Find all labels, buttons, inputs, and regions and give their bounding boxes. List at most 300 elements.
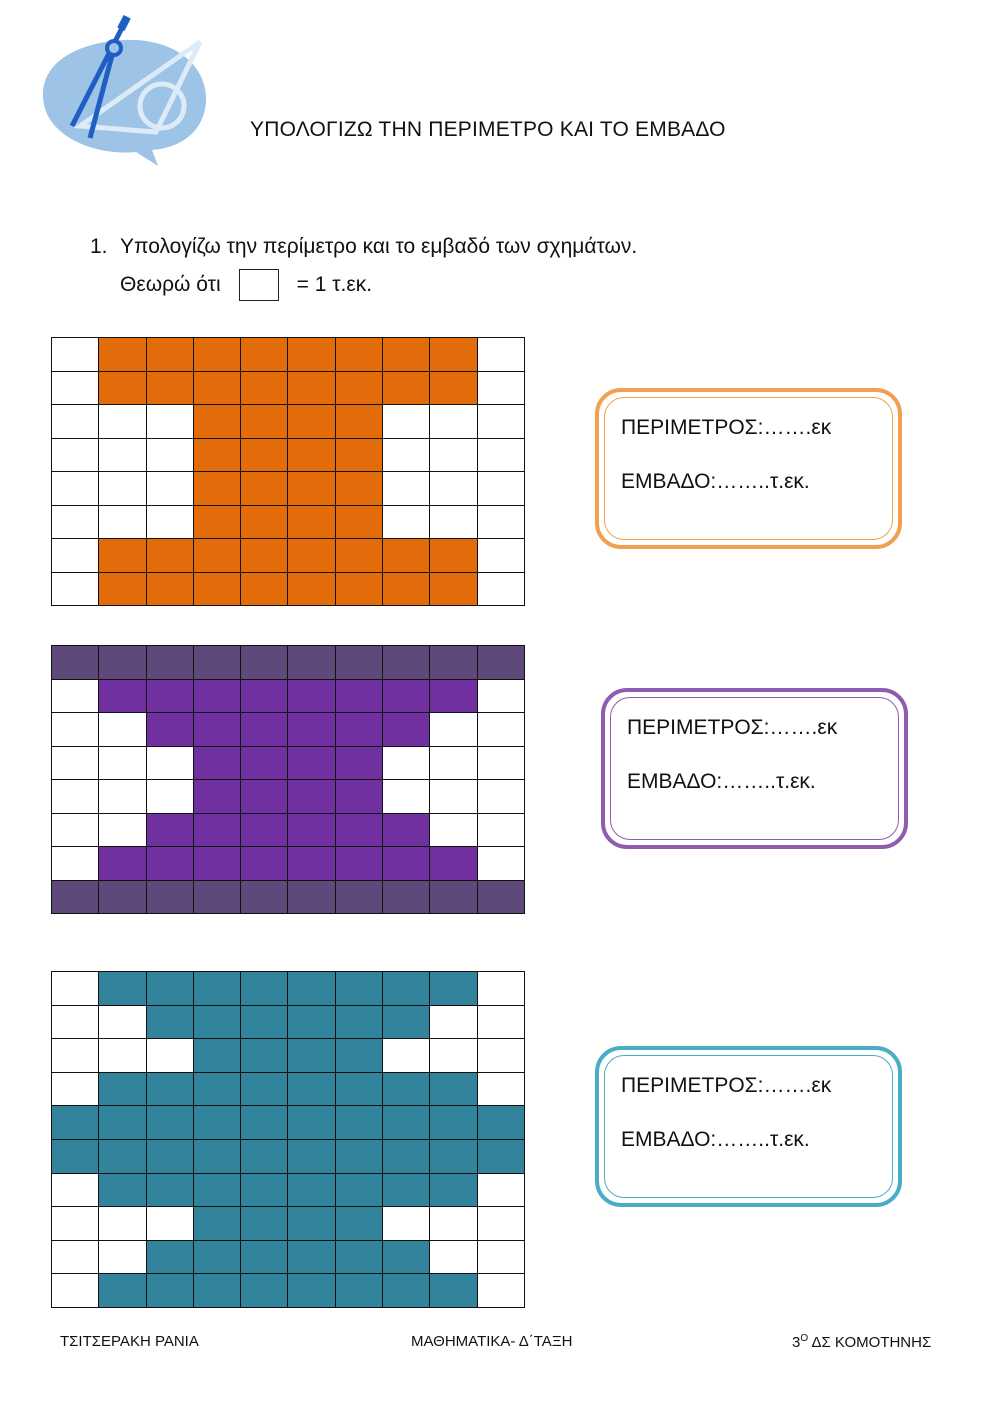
- grid-cell-filled: [335, 572, 382, 606]
- grid-cell-filled: [288, 847, 335, 881]
- grid-cell-filled: [383, 572, 430, 606]
- grid-cell-empty: [146, 405, 193, 439]
- grid-cell-empty: [477, 972, 524, 1006]
- grid-cell-empty: [383, 438, 430, 472]
- grid-cell-empty: [430, 780, 477, 814]
- grid-row: [52, 813, 525, 847]
- grid-cell-empty: [477, 1173, 524, 1207]
- grid-cell-filled: [99, 972, 146, 1006]
- grid-cell-filled: [430, 847, 477, 881]
- grid-cell-filled: [430, 880, 477, 914]
- grid-cell-filled: [146, 1173, 193, 1207]
- grid-row: [52, 972, 525, 1006]
- grid-row: [52, 1207, 525, 1241]
- grid-cell-empty: [383, 472, 430, 506]
- grid-cell-filled: [288, 572, 335, 606]
- grid-cell-filled: [146, 880, 193, 914]
- grid-cell-filled: [146, 1072, 193, 1106]
- grid-cell-filled: [335, 813, 382, 847]
- grid-cell-empty: [383, 746, 430, 780]
- grid-cell-empty: [52, 780, 99, 814]
- grid-cell-filled: [335, 1072, 382, 1106]
- grid-cell-filled: [383, 972, 430, 1006]
- grid-cell-filled: [241, 1240, 288, 1274]
- grid-cell-filled: [193, 338, 240, 372]
- grid-cell-empty: [146, 1039, 193, 1073]
- grid-cell-filled: [335, 746, 382, 780]
- grid-cell-filled: [241, 539, 288, 573]
- grid-cell-empty: [52, 438, 99, 472]
- grid-cell-empty: [52, 505, 99, 539]
- grid-cell-filled: [241, 1072, 288, 1106]
- grid-cell-filled: [193, 713, 240, 747]
- grid-cell-empty: [430, 813, 477, 847]
- grid-cell-filled: [241, 746, 288, 780]
- grid-cell-filled: [430, 1139, 477, 1173]
- grid-cell-filled: [477, 646, 524, 680]
- grid-cell-filled: [52, 880, 99, 914]
- grid-cell-filled: [288, 472, 335, 506]
- grid-cell-filled: [383, 713, 430, 747]
- grid-cell-filled: [335, 338, 382, 372]
- grid-cell-empty: [99, 1240, 146, 1274]
- grid-cell-filled: [99, 880, 146, 914]
- grid-cell-filled: [193, 972, 240, 1006]
- grid-cell-filled: [99, 338, 146, 372]
- grid-row: [52, 1173, 525, 1207]
- grid-cell-empty: [52, 338, 99, 372]
- grid-cell-filled: [99, 1072, 146, 1106]
- grid-cell-filled: [146, 646, 193, 680]
- grid-cell-filled: [241, 847, 288, 881]
- grid-row: [52, 1005, 525, 1039]
- figure-grid-1: [51, 337, 525, 606]
- school-name: ΔΣ ΚΟΜΟΤΗΝΗΣ: [808, 1334, 932, 1351]
- grid-row: [52, 1240, 525, 1274]
- grid-cell-filled: [99, 539, 146, 573]
- area-label: ΕΜΒΑΔΟ:……..τ.εκ.: [627, 770, 816, 793]
- grid-cell-filled: [193, 880, 240, 914]
- grid-cell-filled: [52, 1139, 99, 1173]
- grid-cell-filled: [335, 880, 382, 914]
- perimeter-label: ΠΕΡΙΜΕΤΡΟΣ:…….εκ: [621, 1074, 832, 1097]
- grid-cell-empty: [146, 780, 193, 814]
- grid-cell-filled: [146, 572, 193, 606]
- grid-cell-empty: [383, 405, 430, 439]
- grid-cell-filled: [335, 1207, 382, 1241]
- grid-cell-empty: [477, 679, 524, 713]
- assume-suffix: = 1 τ.εκ.: [296, 273, 373, 296]
- grid-cell-empty: [383, 780, 430, 814]
- grid-cell-filled: [146, 679, 193, 713]
- grid-cell-filled: [241, 972, 288, 1006]
- answer-box-3: [595, 1046, 902, 1207]
- grid-cell-filled: [193, 1005, 240, 1039]
- grid-cell-filled: [288, 1274, 335, 1308]
- grid-cell-filled: [193, 1072, 240, 1106]
- grid-cell-filled: [335, 847, 382, 881]
- grid-cell-empty: [99, 505, 146, 539]
- grid-cell-filled: [241, 371, 288, 405]
- grid-row: [52, 746, 525, 780]
- grid-row: [52, 713, 525, 747]
- grid-cell-filled: [288, 371, 335, 405]
- grid-cell-filled: [99, 1173, 146, 1207]
- grid-cell-filled: [99, 1139, 146, 1173]
- grid-cell-filled: [193, 746, 240, 780]
- grid-cell-filled: [383, 1139, 430, 1173]
- grid-cell-empty: [477, 1240, 524, 1274]
- grid-cell-filled: [430, 1106, 477, 1140]
- grid-cell-filled: [383, 847, 430, 881]
- grid-cell-empty: [99, 780, 146, 814]
- grid-cell-filled: [193, 679, 240, 713]
- grid-cell-filled: [288, 1072, 335, 1106]
- grid-cell-empty: [430, 1039, 477, 1073]
- grid-cell-filled: [146, 1139, 193, 1173]
- grid-row: [52, 1039, 525, 1073]
- grid-cell-filled: [241, 1274, 288, 1308]
- grid-cell-filled: [99, 1274, 146, 1308]
- grid-cell-filled: [52, 1106, 99, 1140]
- grid-cell-filled: [241, 880, 288, 914]
- grid-cell-filled: [288, 338, 335, 372]
- grid-cell-filled: [288, 813, 335, 847]
- grid-cell-filled: [288, 1106, 335, 1140]
- grid-cell-filled: [241, 1139, 288, 1173]
- grid-cell-empty: [383, 1039, 430, 1073]
- grid-cell-filled: [335, 713, 382, 747]
- grid-cell-empty: [52, 713, 99, 747]
- grid-cell-empty: [477, 813, 524, 847]
- grid-cell-empty: [99, 438, 146, 472]
- grid-cell-empty: [477, 1072, 524, 1106]
- grid-cell-filled: [99, 572, 146, 606]
- grid-cell-filled: [335, 1139, 382, 1173]
- grid-cell-filled: [241, 438, 288, 472]
- grid-cell-filled: [193, 1106, 240, 1140]
- grid-cell-filled: [335, 1240, 382, 1274]
- grid-cell-filled: [146, 847, 193, 881]
- grid-cell-filled: [193, 405, 240, 439]
- grid-cell-filled: [241, 1039, 288, 1073]
- grid-cell-filled: [193, 1039, 240, 1073]
- grid-cell-filled: [383, 813, 430, 847]
- grid-cell-empty: [477, 505, 524, 539]
- grid-row: [52, 679, 525, 713]
- grid-cell-empty: [430, 713, 477, 747]
- grid-cell-filled: [146, 371, 193, 405]
- grid-cell-empty: [52, 679, 99, 713]
- grid-cell-filled: [335, 780, 382, 814]
- grid-cell-empty: [477, 338, 524, 372]
- grid-cell-filled: [241, 713, 288, 747]
- footer-subject: ΜΑΘΗΜΑΤΙΚΑ- Δ΄ΤΑΞΗ: [411, 1333, 573, 1350]
- grid-row: [52, 539, 525, 573]
- grid-cell-empty: [477, 746, 524, 780]
- grid-cell-empty: [52, 1039, 99, 1073]
- grid-cell-filled: [335, 1274, 382, 1308]
- grid-cell-empty: [477, 1039, 524, 1073]
- grid-cell-empty: [52, 1207, 99, 1241]
- grid-row: [52, 472, 525, 506]
- grid-cell-filled: [288, 972, 335, 1006]
- grid-cell-empty: [477, 539, 524, 573]
- school-superscript: Ο: [800, 1333, 809, 1344]
- answer-box-1: [595, 388, 902, 549]
- grid-cell-empty: [52, 1173, 99, 1207]
- school-number: 3: [792, 1334, 801, 1351]
- grid-cell-filled: [335, 679, 382, 713]
- grid-cell-empty: [52, 847, 99, 881]
- grid-cell-filled: [288, 646, 335, 680]
- grid-cell-filled: [99, 646, 146, 680]
- grid-cell-empty: [430, 505, 477, 539]
- grid-cell-filled: [146, 1274, 193, 1308]
- grid-cell-filled: [477, 1139, 524, 1173]
- grid-cell-empty: [430, 438, 477, 472]
- figure-grid-3: [51, 971, 525, 1308]
- grid-row: [52, 1106, 525, 1140]
- grid-cell-filled: [383, 371, 430, 405]
- grid-cell-empty: [477, 371, 524, 405]
- grid-cell-empty: [477, 405, 524, 439]
- grid-row: [52, 371, 525, 405]
- grid-row: [52, 505, 525, 539]
- grid-cell-filled: [241, 1207, 288, 1241]
- grid-cell-filled: [288, 746, 335, 780]
- grid-cell-filled: [241, 1005, 288, 1039]
- grid-cell-filled: [241, 1173, 288, 1207]
- grid-cell-filled: [288, 679, 335, 713]
- grid-cell-filled: [52, 646, 99, 680]
- grid-cell-empty: [477, 713, 524, 747]
- grid-row: [52, 780, 525, 814]
- grid-cell-filled: [193, 1173, 240, 1207]
- grid-cell-filled: [430, 1274, 477, 1308]
- logo: [40, 14, 210, 174]
- grid-cell-filled: [383, 1005, 430, 1039]
- grid-cell-filled: [335, 1039, 382, 1073]
- grid-cell-filled: [383, 880, 430, 914]
- grid-row: [52, 1072, 525, 1106]
- grid-row: [52, 572, 525, 606]
- footer-school: [792, 1333, 931, 1351]
- grid-cell-empty: [430, 1240, 477, 1274]
- figure-grid-2: [51, 645, 525, 914]
- grid-cell-filled: [241, 405, 288, 439]
- grid-row: [52, 1274, 525, 1308]
- grid-cell-empty: [477, 1207, 524, 1241]
- grid-cell-filled: [99, 371, 146, 405]
- grid-cell-filled: [383, 1240, 430, 1274]
- grid-cell-empty: [477, 780, 524, 814]
- grid-cell-filled: [193, 1240, 240, 1274]
- grid-cell-empty: [52, 1274, 99, 1308]
- grid-cell-filled: [146, 1240, 193, 1274]
- grid-cell-empty: [99, 472, 146, 506]
- grid-row: [52, 338, 525, 372]
- grid-cell-filled: [430, 539, 477, 573]
- grid-cell-empty: [99, 1039, 146, 1073]
- grid-cell-filled: [288, 1139, 335, 1173]
- grid-cell-empty: [52, 972, 99, 1006]
- grid-cell-filled: [146, 338, 193, 372]
- grid-cell-filled: [335, 1173, 382, 1207]
- grid-cell-empty: [52, 813, 99, 847]
- grid-cell-filled: [288, 713, 335, 747]
- grid-cell-filled: [335, 646, 382, 680]
- grid-cell-filled: [241, 472, 288, 506]
- grid-cell-filled: [193, 505, 240, 539]
- grid-cell-filled: [193, 438, 240, 472]
- grid-cell-filled: [99, 679, 146, 713]
- grid-cell-filled: [146, 972, 193, 1006]
- grid-cell-filled: [193, 1274, 240, 1308]
- grid-cell-filled: [477, 1106, 524, 1140]
- grid-cell-empty: [52, 539, 99, 573]
- grid-cell-filled: [193, 780, 240, 814]
- grid-cell-filled: [430, 1173, 477, 1207]
- grid-cell-filled: [335, 438, 382, 472]
- grid-cell-filled: [383, 338, 430, 372]
- grid-cell-filled: [193, 572, 240, 606]
- exercise-number: 1.: [90, 235, 108, 258]
- grid-cell-filled: [193, 472, 240, 506]
- grid-cell-filled: [335, 539, 382, 573]
- grid-cell-filled: [99, 847, 146, 881]
- grid-cell-filled: [383, 1072, 430, 1106]
- grid-row: [52, 405, 525, 439]
- area-label: ΕΜΒΑΔΟ:……..τ.εκ.: [621, 1128, 810, 1151]
- grid-cell-filled: [335, 505, 382, 539]
- grid-row: [52, 847, 525, 881]
- grid-cell-empty: [477, 472, 524, 506]
- grid-cell-empty: [146, 438, 193, 472]
- grid-cell-filled: [383, 1274, 430, 1308]
- grid-cell-empty: [52, 746, 99, 780]
- grid-cell-filled: [288, 405, 335, 439]
- grid-cell-filled: [430, 972, 477, 1006]
- grid-cell-filled: [335, 371, 382, 405]
- grid-cell-filled: [241, 646, 288, 680]
- grid-cell-empty: [430, 1207, 477, 1241]
- grid-cell-filled: [241, 572, 288, 606]
- footer-author: ΤΣΙΤΣΕΡΑΚΗ ΡΑΝΙΑ: [60, 1333, 199, 1350]
- grid-cell-empty: [477, 1274, 524, 1308]
- grid-cell-empty: [52, 1005, 99, 1039]
- compass-triangle-logo-icon: [40, 14, 210, 174]
- grid-cell-filled: [99, 1106, 146, 1140]
- grid-cell-filled: [146, 1005, 193, 1039]
- grid-cell-empty: [383, 1207, 430, 1241]
- grid-cell-filled: [288, 539, 335, 573]
- grid-cell-filled: [146, 713, 193, 747]
- grid-cell-filled: [383, 539, 430, 573]
- grid-cell-filled: [288, 780, 335, 814]
- grid-cell-filled: [383, 1173, 430, 1207]
- page-title: ΥΠΟΛΟΓΙΖΩ ΤΗΝ ΠΕΡΙΜΕΤΡΟ ΚΑΙ ΤΟ ΕΜΒΑΔΟ: [250, 118, 726, 141]
- grid-cell-filled: [477, 880, 524, 914]
- grid-cell-filled: [335, 405, 382, 439]
- grid-cell-filled: [288, 1207, 335, 1241]
- grid-cell-empty: [99, 405, 146, 439]
- grid-cell-filled: [383, 1106, 430, 1140]
- area-label: ΕΜΒΑΔΟ:……..τ.εκ.: [621, 470, 810, 493]
- grid-cell-filled: [193, 371, 240, 405]
- grid-cell-filled: [335, 472, 382, 506]
- grid-cell-filled: [288, 880, 335, 914]
- grid-cell-filled: [335, 1106, 382, 1140]
- grid-cell-filled: [193, 539, 240, 573]
- grid-cell-filled: [241, 505, 288, 539]
- grid-cell-filled: [193, 646, 240, 680]
- grid-cell-filled: [241, 338, 288, 372]
- grid-cell-filled: [193, 1139, 240, 1173]
- assume-prefix: Θεωρώ ότι: [120, 273, 221, 296]
- grid-cell-empty: [477, 847, 524, 881]
- grid-cell-filled: [335, 1005, 382, 1039]
- grid-cell-empty: [99, 813, 146, 847]
- grid-cell-filled: [146, 813, 193, 847]
- unit-square: [239, 269, 279, 301]
- grid-cell-empty: [99, 713, 146, 747]
- grid-cell-filled: [241, 1106, 288, 1140]
- grid-cell-filled: [241, 679, 288, 713]
- grid-cell-empty: [383, 505, 430, 539]
- grid-cell-filled: [241, 780, 288, 814]
- grid-cell-filled: [383, 679, 430, 713]
- grid-cell-empty: [146, 505, 193, 539]
- grid-cell-empty: [477, 1005, 524, 1039]
- grid-cell-empty: [146, 1207, 193, 1241]
- grid-cell-filled: [193, 847, 240, 881]
- exercise-instruction: [90, 228, 637, 304]
- grid-cell-empty: [477, 438, 524, 472]
- grid-cell-filled: [335, 972, 382, 1006]
- grid-cell-empty: [146, 746, 193, 780]
- grid-cell-filled: [383, 646, 430, 680]
- grid-cell-filled: [193, 813, 240, 847]
- answer-box-2: [601, 688, 908, 849]
- grid-cell-empty: [52, 572, 99, 606]
- instruction-text: Υπολογίζω την περίμετρο και το εμβαδό των σχημάτων.: [120, 235, 638, 258]
- grid-row: [52, 880, 525, 914]
- grid-row: [52, 1139, 525, 1173]
- grid-cell-empty: [52, 371, 99, 405]
- grid-cell-empty: [430, 472, 477, 506]
- perimeter-label: ΠΕΡΙΜΕΤΡΟΣ:…….εκ: [627, 716, 838, 739]
- grid-cell-filled: [430, 371, 477, 405]
- grid-cell-filled: [288, 505, 335, 539]
- grid-row: [52, 646, 525, 680]
- grid-cell-empty: [430, 405, 477, 439]
- grid-cell-filled: [288, 1173, 335, 1207]
- grid-cell-empty: [52, 1240, 99, 1274]
- grid-cell-filled: [288, 438, 335, 472]
- grid-cell-empty: [430, 746, 477, 780]
- grid-cell-filled: [241, 813, 288, 847]
- grid-cell-filled: [193, 1207, 240, 1241]
- grid-cell-filled: [430, 338, 477, 372]
- grid-cell-filled: [146, 539, 193, 573]
- grid-cell-empty: [477, 572, 524, 606]
- grid-row: [52, 438, 525, 472]
- grid-cell-empty: [146, 472, 193, 506]
- grid-cell-filled: [288, 1039, 335, 1073]
- grid-cell-empty: [52, 1072, 99, 1106]
- grid-cell-empty: [52, 472, 99, 506]
